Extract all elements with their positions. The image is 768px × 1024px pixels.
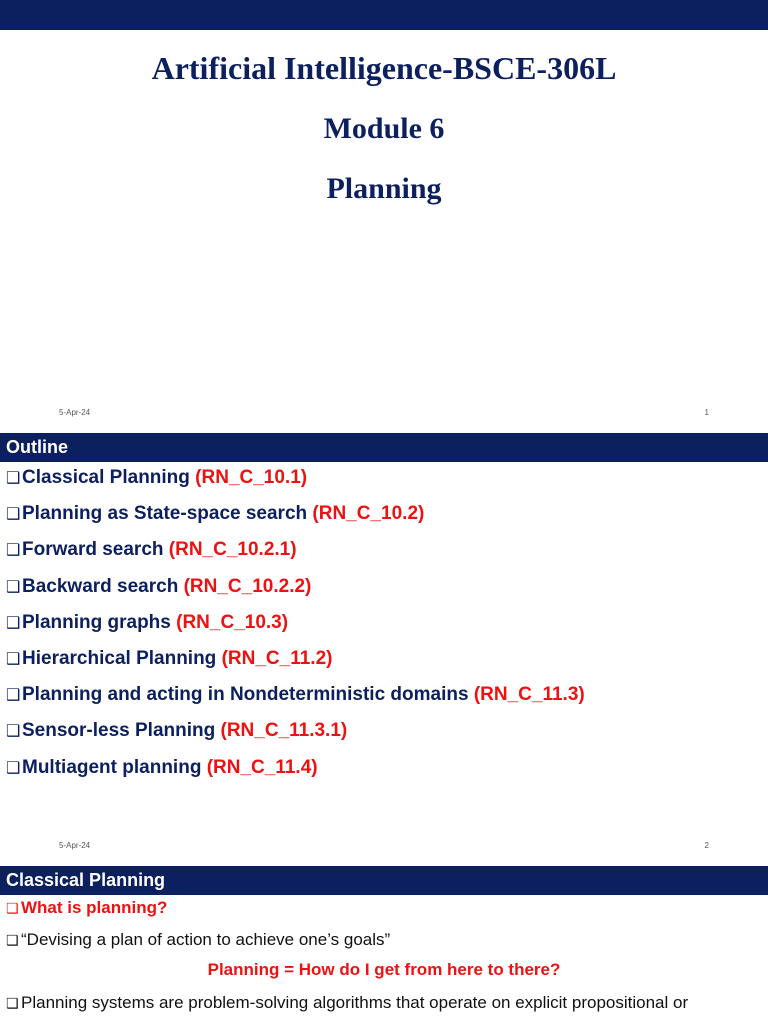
list-item-text: Planning and acting in Nondeterministic domains [22,684,474,706]
list-item-text: Planning as State-space search [22,503,313,525]
list-item [6,608,585,644]
checkbox-bullet-icon: ❑ [6,612,21,632]
list-item-ref: (RN_C_10.2) [312,503,425,525]
list-item [6,572,585,608]
list-item-ref: (RN_C_10.2.2) [183,575,312,597]
list-item [6,680,585,716]
body-line [6,993,688,1013]
list-item [6,716,585,752]
checkbox-bullet-icon: ❑ [6,576,21,596]
slide-top-bar [0,0,768,30]
slide-classical-planning [0,866,768,1024]
slide-date: 5-Apr-24 [59,841,91,850]
list-item-ref: (RN_C_10.3) [176,611,289,633]
checkbox-bullet-icon: ❑ [6,540,21,560]
list-item [6,499,585,535]
quote-text: “Devising a plan of action to achieve one’s goals” [21,930,391,949]
list-item-text: Sensor-less Planning [22,720,221,742]
course-title: Artificial Intelligence-BSCE-306L [151,50,617,86]
checkbox-bullet-icon: ❑ [6,996,19,1012]
checkbox-bullet-icon: ❑ [6,933,19,949]
list-item-text: Backward search [22,575,184,597]
module-title: Module 6 [323,112,445,145]
slide-date: 5-Apr-24 [59,408,91,417]
question-line [6,898,167,918]
list-item-ref: (RN_C_11.3) [473,684,585,706]
slide-title [0,0,768,433]
list-item [6,753,585,789]
checkbox-bullet-icon: ❑ [6,757,21,777]
checkbox-bullet-icon: ❑ [6,468,21,487]
slide-header: Outline [0,433,768,462]
list-item-ref: (RN_C_11.2) [221,647,333,669]
quote-line [6,930,390,950]
slide-header: Classical Planning [0,866,768,895]
list-item [6,463,585,499]
body-text: Planning systems are problem-solving algorithms that operate on explicit propositional or [21,993,689,1012]
emphasis-line: Planning = How do I get from here to there? [207,960,561,979]
list-item-text: Hierarchical Planning [22,647,222,669]
outline-list [6,463,585,789]
list-item-ref: (RN_C_11.4) [206,756,318,778]
checkbox-bullet-icon: ❑ [6,901,19,917]
checkbox-bullet-icon: ❑ [6,685,21,705]
list-item [6,644,585,680]
list-item-text: Classical Planning [22,467,196,488]
list-item-ref: (RN_C_10.1) [195,467,308,488]
list-item-ref: (RN_C_10.2.1) [168,539,297,561]
checkbox-bullet-icon: ❑ [6,504,21,524]
slide-number: 2 [704,841,709,850]
list-item-text: Forward search [22,539,169,561]
slide-number: 1 [704,408,709,417]
question-text: What is planning? [21,898,168,917]
topic-title: Planning [326,172,442,205]
slide-outline [0,433,768,866]
list-item-text: Multiagent planning [22,756,207,778]
list-item-text: Planning graphs [22,611,177,633]
checkbox-bullet-icon: ❑ [6,648,21,668]
checkbox-bullet-icon: ❑ [6,721,21,741]
list-item-ref: (RN_C_11.3.1) [220,720,348,742]
list-item [6,535,585,571]
